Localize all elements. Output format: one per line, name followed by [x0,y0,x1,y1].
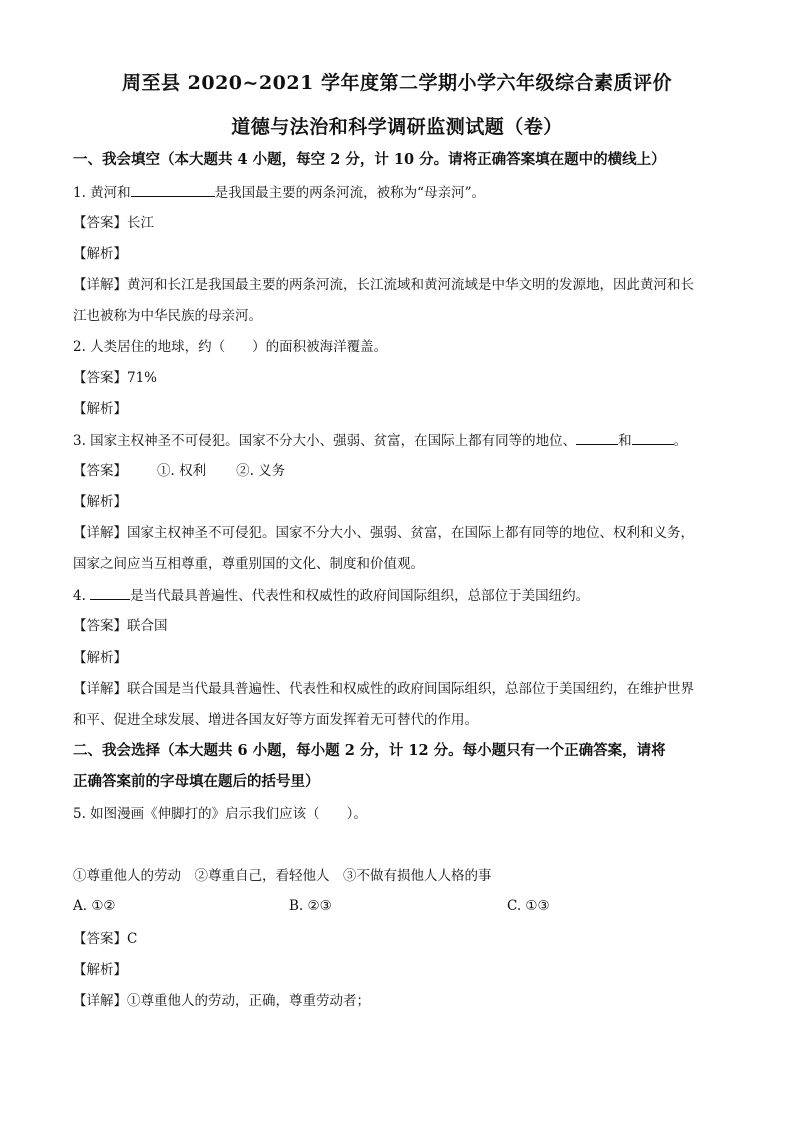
question-3-end: 。 [673,433,688,449]
question-5-answer: 【答案】C [73,931,138,947]
answer-blank [576,430,618,445]
question-1 [73,182,723,203]
question-4-suffix: 是当代最具普遍性、代表性和权威性的政府间国际组织，总部位于美国纽约。 [130,588,590,604]
question-3-mid: 和 [618,433,632,449]
question-3-detail-line-1: 【详解】国家主权神圣不可侵犯。国家不分大小、强弱、贫富，在国际上都有同等的地位、权利和义务， [73,525,694,541]
exam-title: 周至县 2020~2021 学年度第二学期小学六年级综合素质评价 [122,72,672,94]
answer-label: 【答案】 [73,463,127,479]
answer-1: ①. 权利 [157,463,207,479]
question-1-suffix: 是我国最主要的两条河流，被称为“母亲河”。 [214,185,485,201]
question-4-prefix: 4. [73,588,91,604]
section-two-heading-line-1: 二、我会选择（本大题共 6 小题，每小题 2 分，计 12 分。每小题只有一个正确答案，请将 [73,742,666,759]
question-1-answer: 【答案】长江 [73,215,154,231]
question-1-prefix: 1. 黄河和 [73,185,131,201]
question-5-statements: ①尊重他人的劳动 ②尊重自己，看轻他人 ③不做有损他人人格的事 [73,868,492,884]
answer-blank [90,585,130,600]
question-1-detail-line-2: 江也被称为中华民族的母亲河。 [73,308,262,324]
question-4-detail-line-1: 【详解】联合国是当代最具普遍性、代表性和权威性的政府间国际组织，总部位于美国纽约，在维护世界 [73,681,694,697]
section-two-heading-line-2: 正确答案前的字母填在题后的括号里） [73,773,320,790]
question-2: 2. 人类居住的地球，约（ ）的面积被海洋覆盖。 [73,339,388,355]
exam-subtitle: 道德与法治和科学调研监测试题（卷） [231,116,563,138]
question-4-analysis: 【解析】 [73,650,127,666]
answer-blank [131,182,215,197]
option-b: B. ②③ [289,898,332,914]
question-1-detail-line-1: 【详解】黄河和长江是我国最主要的两条河流，长江流域和黄河流域是中华文明的发源地，因此黄河和长 [73,277,694,293]
question-4 [73,585,723,606]
question-5: 5. 如图漫画《伸脚打的》启示我们应该（ ）。 [73,806,367,822]
question-4-answer: 【答案】联合国 [73,618,168,634]
question-3 [73,430,723,451]
question-1-analysis: 【解析】 [73,246,127,262]
question-2-analysis: 【解析】 [73,401,127,417]
question-2-answer: 【答案】71% [73,370,158,386]
question-3-detail-line-2: 国家之间应当互相尊重，尊重别国的文化、制度和价值观。 [73,556,424,572]
question-5-detail-line-1: 【详解】①尊重他人的劳动，正确，尊重劳动者； [73,993,370,1009]
option-c: C. ①③ [507,898,550,914]
question-3-analysis: 【解析】 [73,494,127,510]
question-4-detail-line-2: 和平、促进全球发展、增进各国友好等方面发挥着无可替代的作用。 [73,712,478,728]
question-3-prefix: 3. 国家主权神圣不可侵犯。国家不分大小、强弱、贫富，在国际上都有同等的地位、 [73,433,577,449]
answer-blank [632,430,674,445]
question-3-answer [73,461,723,481]
answer-2: ②. 义务 [236,463,286,479]
section-one-heading: 一、我会填空（本大题共 4 小题，每空 2 分，计 10 分。请将正确答案填在题中的横线上） [73,151,666,168]
question-5-analysis: 【解析】 [73,962,127,978]
option-a: A. ①② [73,898,116,914]
